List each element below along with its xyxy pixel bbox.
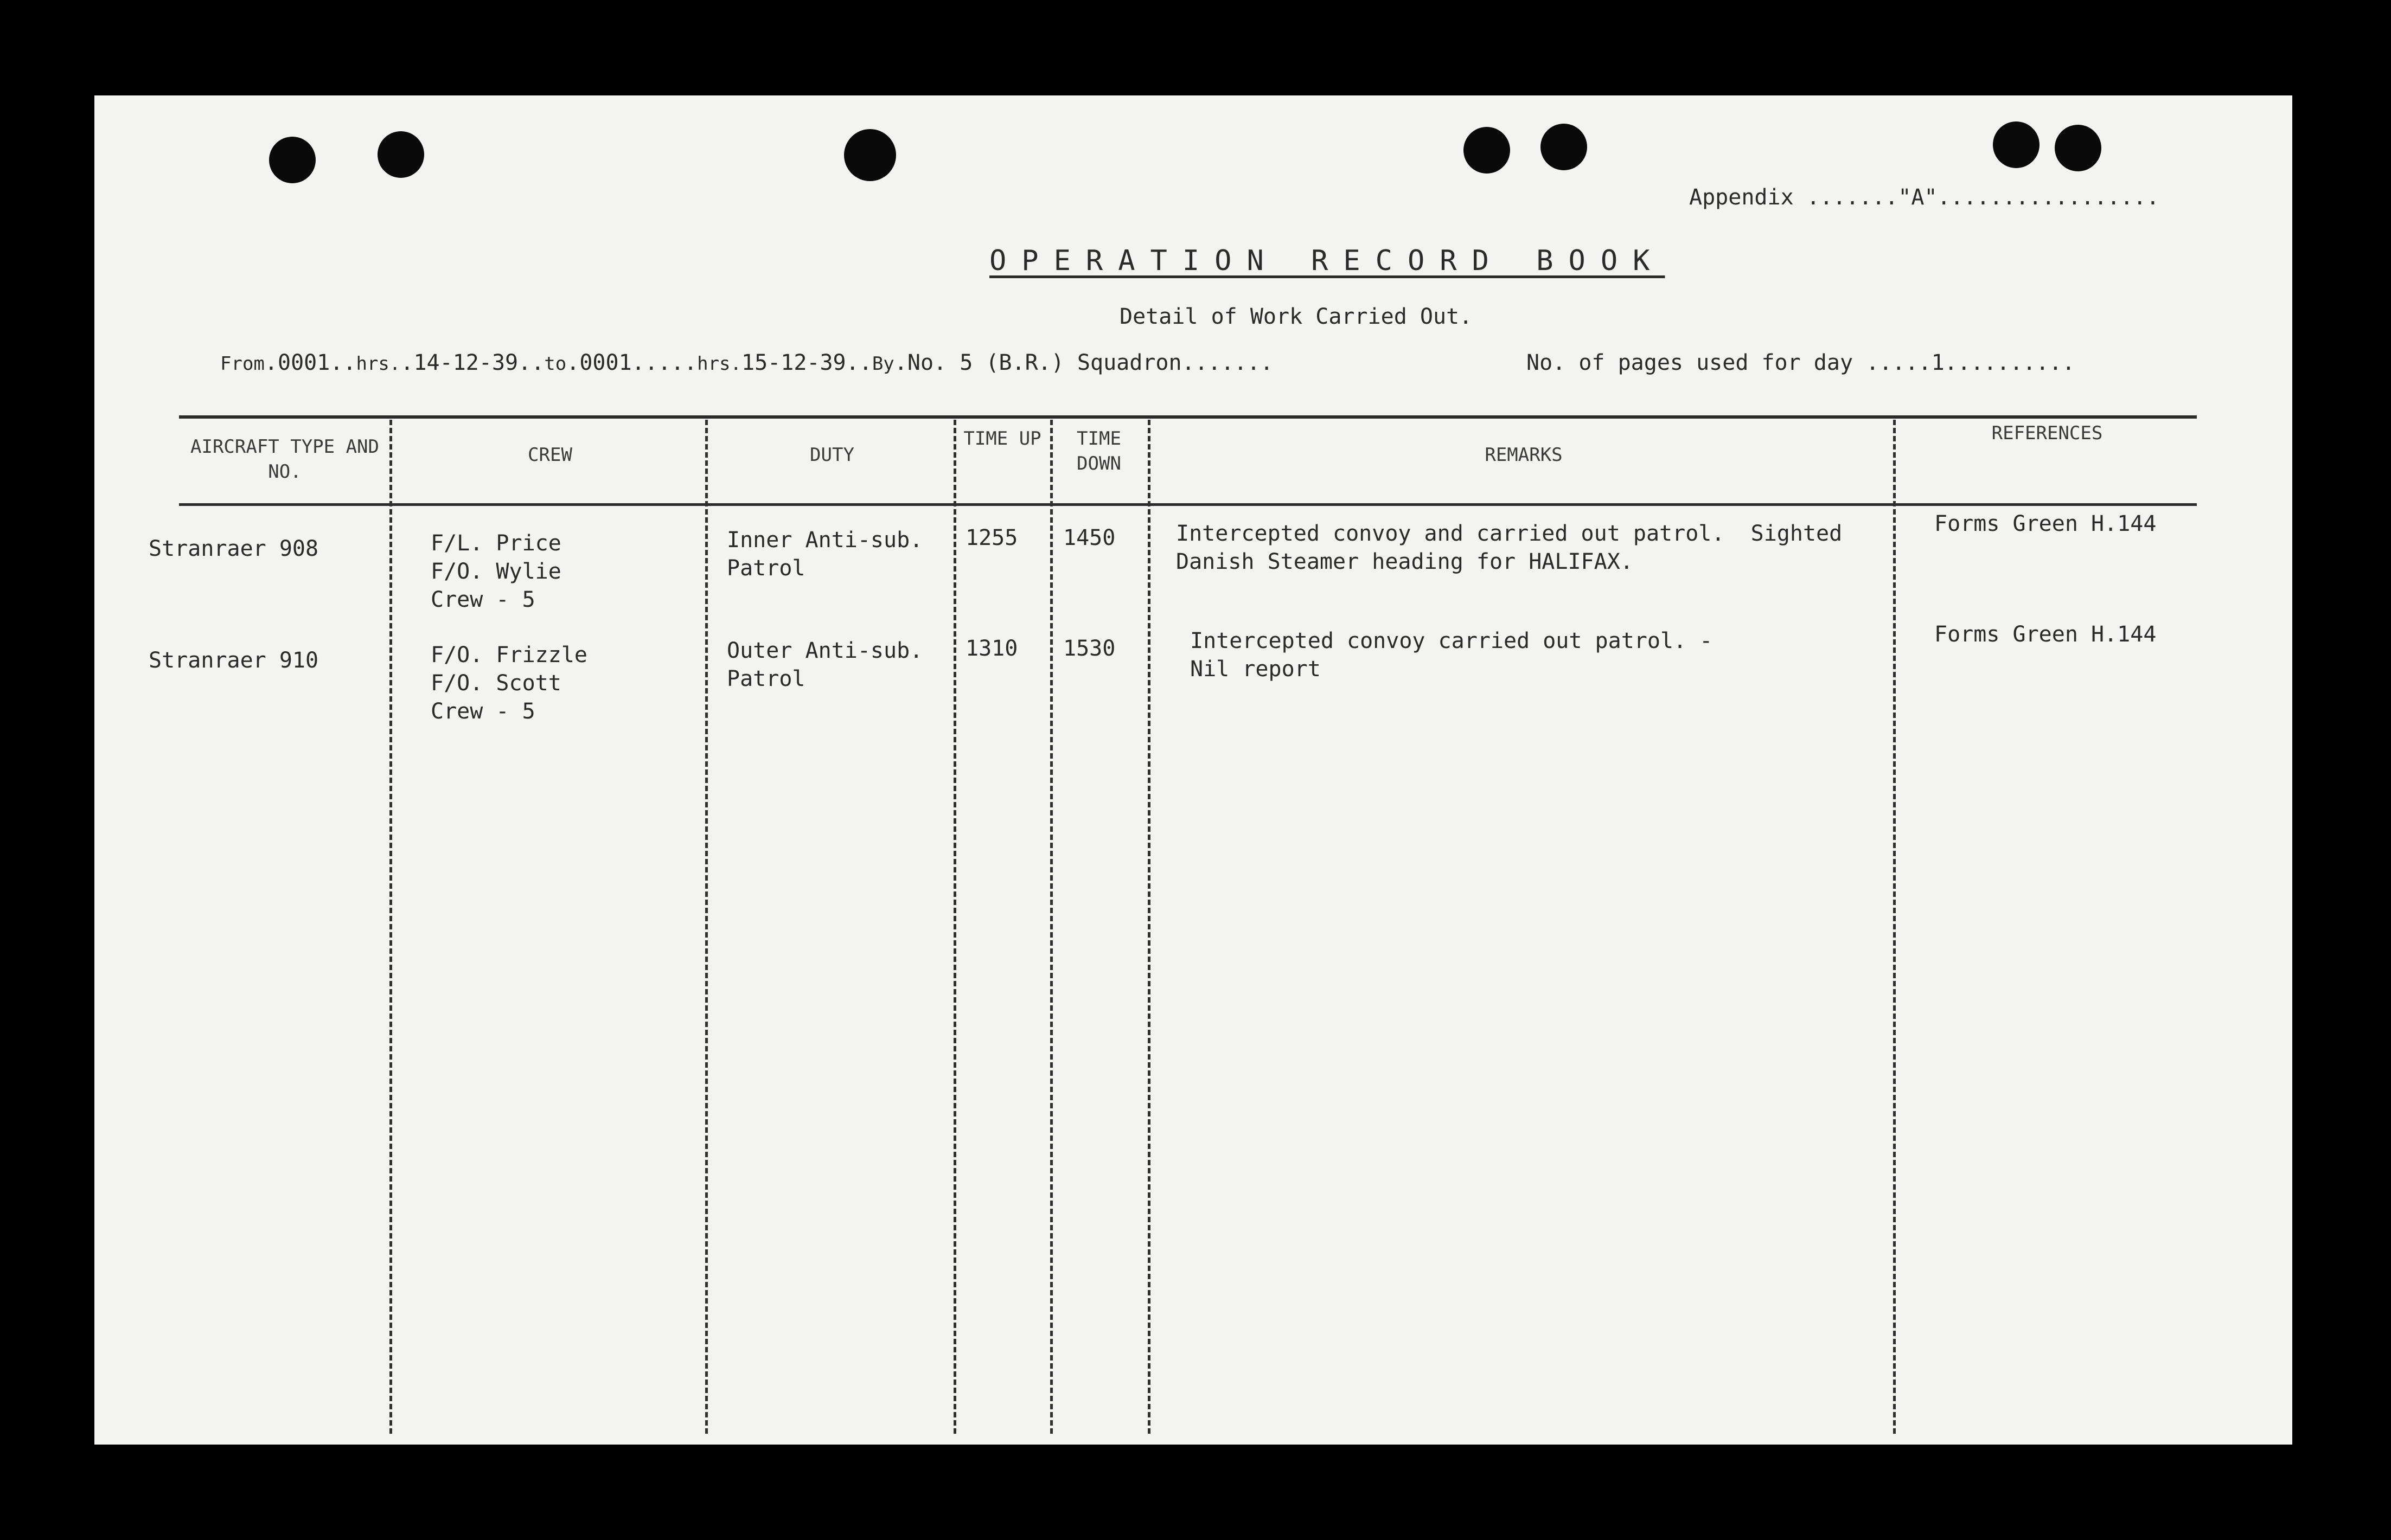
unit-name: No. 5 (B.R.) Squadron [907, 350, 1182, 375]
column-divider [389, 420, 392, 1434]
punch-hole [1463, 127, 1510, 174]
pages-value: 1 [1931, 350, 1945, 375]
from-label: From [220, 353, 265, 375]
column-divider [1148, 420, 1150, 1434]
col-header-duty: DUTY [810, 444, 854, 466]
table-row-2-time-up: 1310 [966, 636, 1018, 661]
table-row-2-remarks: Intercepted convoy carried out patrol. - Nil report [1190, 628, 1713, 682]
page-title: OPERATION RECORD BOOK [989, 245, 1665, 277]
punch-hole [2055, 125, 2101, 171]
page-subtitle: Detail of Work Carried Out. [1120, 304, 1473, 329]
pages-used-line: No. of pages used for day .....1.......... [1526, 350, 2075, 375]
punch-hole [1993, 121, 2040, 168]
punch-hole [844, 129, 896, 181]
punch-hole [269, 137, 316, 183]
from-time: 0001 [277, 350, 330, 375]
to-time: 0001 [579, 350, 632, 375]
table-row-1-aircraft: Stranraer 908 [149, 536, 319, 561]
column-divider [954, 420, 956, 1434]
table-row-1-crew: F/L. Price F/O. Wylie Crew - 5 [431, 531, 561, 612]
table-row-2-crew: F/O. Frizzle F/O. Scott Crew - 5 [431, 643, 587, 724]
col-header-time-down: TIME DOWN [1077, 428, 1121, 474]
punch-hole [378, 131, 424, 178]
col-header-crew: CREW [528, 444, 572, 466]
hrs-label: hrs. [356, 353, 401, 375]
table-row-2-references: Forms Green H.144 [1934, 622, 2157, 647]
table-row-2-aircraft: Stranraer 910 [149, 648, 319, 673]
appendix-line: Appendix ......."A"................. [1689, 185, 2159, 210]
col-header-references: REFERENCES [1991, 422, 2103, 444]
table-row-2-time-down: 1530 [1063, 636, 1116, 661]
col-header-time-up: TIME UP [963, 428, 1041, 450]
from-date: 14-12-39 [413, 350, 519, 375]
by-label: By [872, 353, 894, 375]
column-divider [1050, 420, 1053, 1434]
appendix-label: Appendix [1689, 185, 1794, 210]
table-row-2-duty: Outer Anti-sub. Patrol [727, 638, 923, 691]
to-label: to [544, 353, 567, 375]
table-row-1-time-down: 1450 [1063, 525, 1116, 550]
column-divider [705, 420, 708, 1434]
record-sheet [94, 95, 2292, 1445]
period-line: From.0001..hrs..14-12-39..to.0001.....hrs.15-12-39..By.No. 5 (B.R.) Squadron....... [220, 350, 1274, 375]
table-row-1-duty: Inner Anti-sub. Patrol [727, 528, 923, 581]
pages-label: No. of pages used for day [1526, 350, 1853, 375]
table-row-1-remarks: Intercepted convoy and carried out patrol. Sighted Danish Steamer heading for HALIFAX. [1176, 521, 1843, 574]
column-divider [1893, 420, 1896, 1434]
punch-hole [1540, 124, 1587, 170]
hrs-label-2: hrs. [697, 353, 741, 375]
appendix-value: "A" [1898, 185, 1938, 210]
to-date: 15-12-39 [741, 350, 846, 375]
table-row-1-references: Forms Green H.144 [1934, 511, 2157, 536]
col-header-remarks: REMARKS [1485, 444, 1563, 466]
table-top-rule [179, 415, 2197, 419]
table-row-1-time-up: 1255 [966, 525, 1018, 550]
col-header-aircraft: AIRCRAFT TYPE AND NO. [190, 436, 379, 483]
